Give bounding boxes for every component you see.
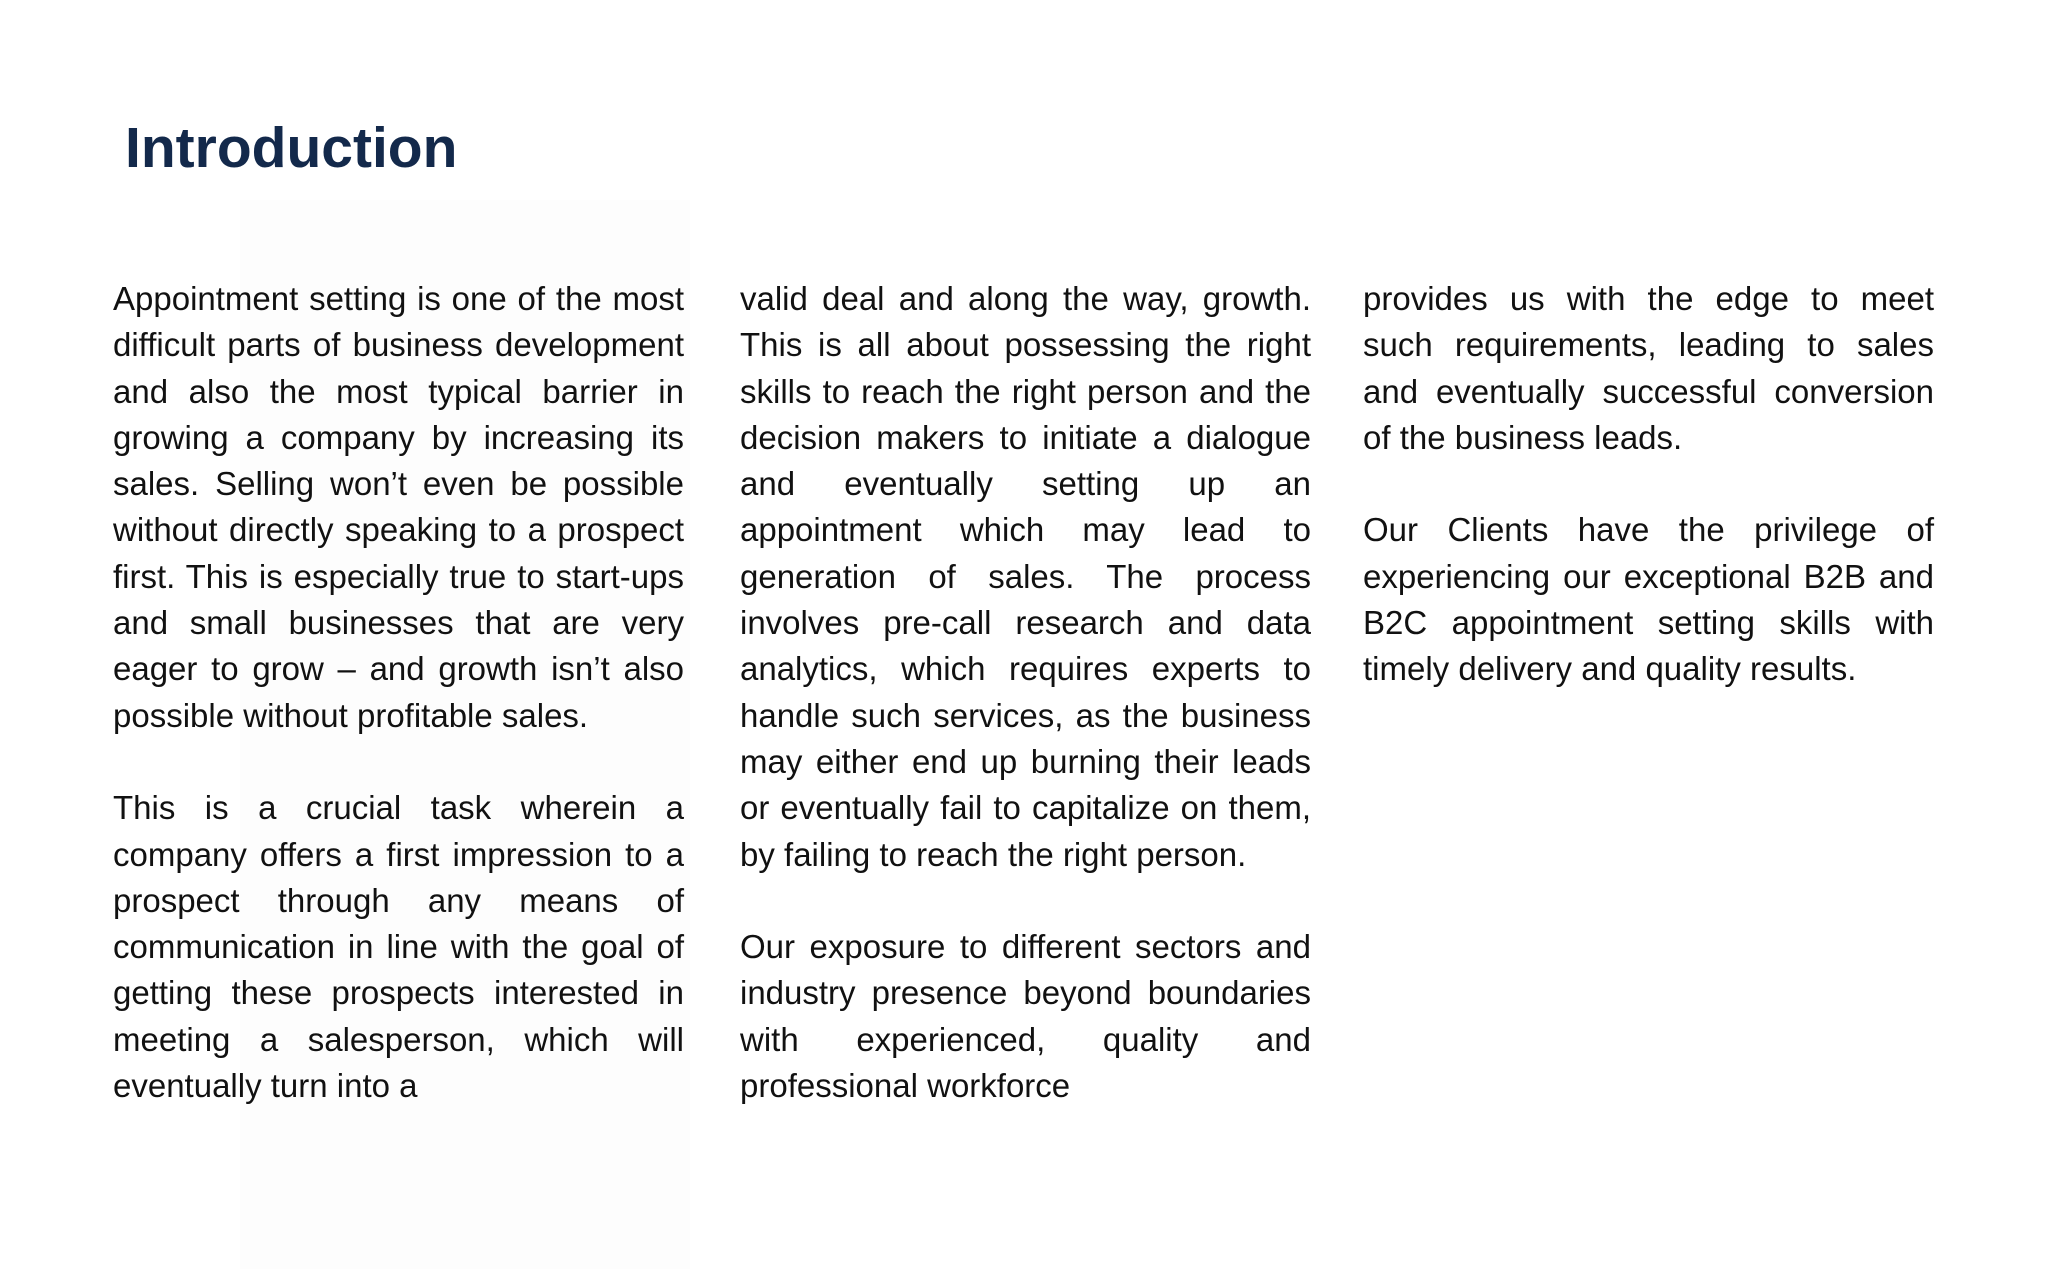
text-column-2	[740, 276, 1311, 1109]
paragraph: This is a crucial task wherein a company offers a first impression to a prospect through any means of communication in line with the goal of getting these prospects interested in meeting a salesperson, which will eventually turn into a	[113, 789, 684, 1105]
paragraph: provides us with the edge to meet such requirements, leading to sales and eventually successful conversion of the business leads.	[1363, 280, 1934, 456]
text-column-1	[113, 276, 684, 1109]
paragraph: Our Clients have the privilege of experiencing our exceptional B2B and B2C appointment setting skills with timely delivery and quality results.	[1363, 511, 1934, 688]
paragraph: valid deal and along the way, growth. This is all about possessing the right skills to reach the right person and the decision makers to initiate a dialogue and eventually setting up an appointment which may lead to generation of sales. The process involves pre-call research and data analytics, which requires experts to handle such services, as the business may either end up burning their leads or eventually fail to capitalize on them, by failing to reach the right person.	[740, 280, 1311, 873]
paragraph: Our exposure to different sectors and industry presence beyond boundaries with experienced, quality and professional workforce	[740, 928, 1311, 1105]
page-title: Introduction	[125, 116, 458, 180]
paragraph: Appointment setting is one of the most difficult parts of business development and also the most typical barrier in growing a company by increasing its sales. Selling won’t even be possible without directly speaking to a prospect first. This is especially true to start-ups and small businesses that are very eager to grow – and growth isn’t also possible without profitable sales.	[113, 280, 684, 734]
text-column-3	[1363, 276, 1934, 693]
